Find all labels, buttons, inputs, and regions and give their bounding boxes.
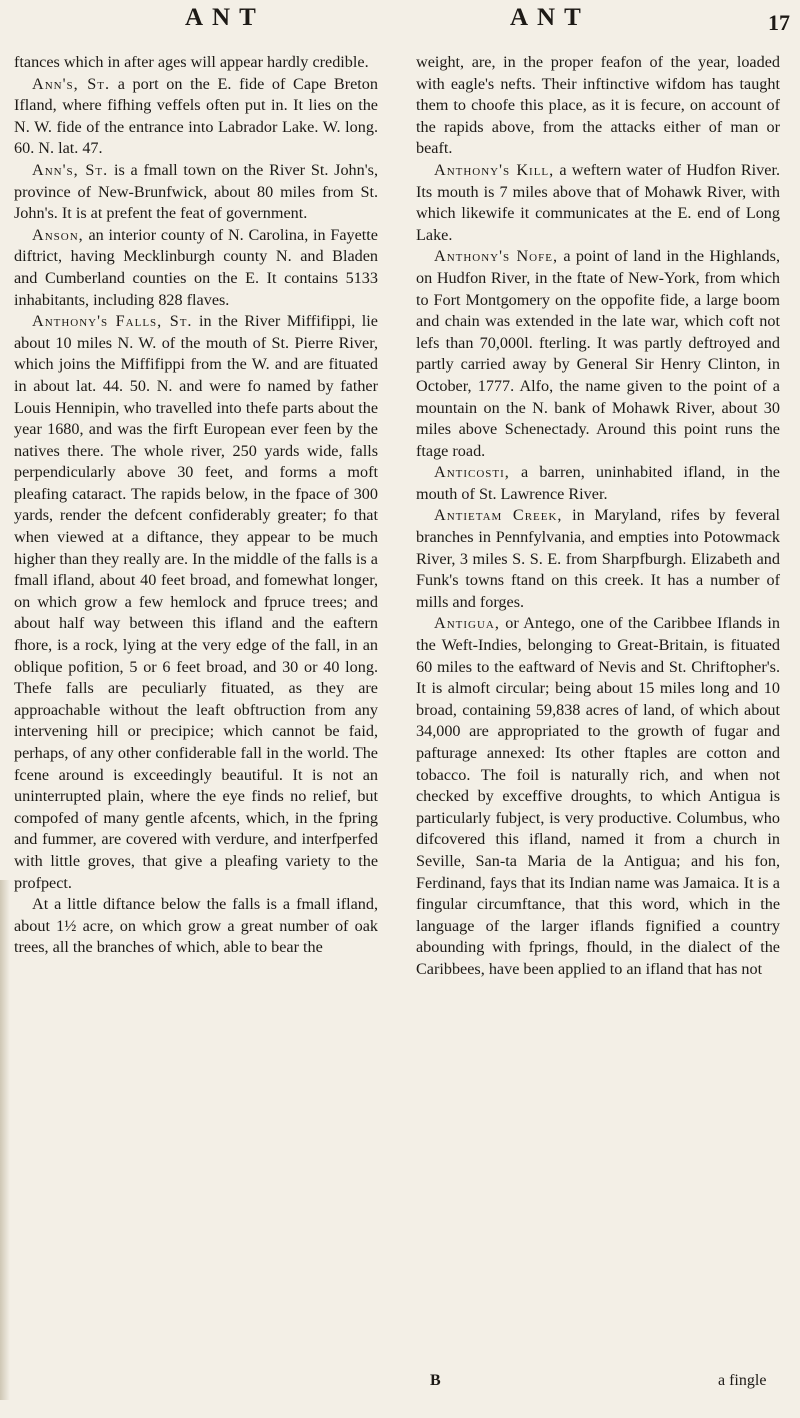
page-edge-shadow <box>0 880 10 1400</box>
entry <box>14 160 378 225</box>
headword: Ann's, St. <box>32 74 111 93</box>
entry <box>416 160 780 246</box>
headword: Anson, <box>32 225 84 244</box>
page-number: 17 <box>768 10 790 35</box>
entry-text: ftances which in after ages will appear hardly credible. <box>14 53 369 71</box>
entry-text: a port on the E. fide of Cape Breton Ifland, where fifhing veffels often put in. It lies on the N. W. fide of the entrance into Labrador Lake. W. long. 60. N. lat. 47. <box>14 74 378 158</box>
headword: Anticosti, <box>434 463 510 482</box>
entry <box>14 52 378 74</box>
left-column <box>14 52 378 959</box>
entry-text: or Antego, one of the Caribbee Iflands in the Weft-Indies, belonging to Great-Britain, is fituated 60 miles to the eaftward of Nevis and St. Chriftopher's. It is almoft circular; being about 15 miles long and 10 broad, containing 59,838 acres of land, of which about 34,000 are appropriated to the growth of fugar and pafturage annexed: Its other ftaples are cotton and tobacco. The foil is naturally rich, and when not checked by exceffive droughts, to which Antigua is particularly fubject, is very productive. Columbus, who difcovered this ifland, named it from a church in Seville, San-ta Maria de la Antigua; and his fon, Ferdinand, fays that its Indian name was Jamaica. It is a fingular circumftance, that this word, which in the language of the larger iflands fignified a country abounding with fprings, fhould, in the dialect of the Caribbees, have been applied to an ifland that has not <box>416 614 780 978</box>
entry-text: a weftern water of Hudfon River. Its mouth is 7 miles above that of Mohawk River, with which likewife it communicates at the E. end of Long Lake. <box>416 160 780 244</box>
entry <box>416 462 780 505</box>
entry-text: a point of land in the Highlands, on Hudfon River, in the ftate of New-York, from which to Fort Montgomery on the oppofite fide, a large boom and chain was extended in the late war, which coft not lefs than 70,000l. fterling. It was partly deftroyed and partly carried away by General Sir Henry Clinton, in October, 1777. Alfo, the name given to the point of a mountain on the N. bank of Mohawk River, about 30 miles above Schenectady. Around this point runs the ftage road. <box>416 247 780 460</box>
headword: Anthony's Falls, St. <box>32 312 193 331</box>
running-head-right: ANT <box>510 4 590 31</box>
entry-text: in the River Miffifippi, lie about 10 miles N. W. of the mouth of St. Pierre River, which joins the Miffifippi from the W. and are fituated in about lat. 44. 50. N. and were fo named by father Louis Hennipin, who travelled into thefe parts about the year 1680, and was the firft European ever feen by the natives there. The whole river, 250 yards wide, falls perpendicularly above 30 feet, and forms a moft pleafing cataract. The rapids below, in the fpace of 300 yards, render the defcent confiderably greater; fo that when viewed at a diftance, they appear to be much higher than they really are. In the middle of the falls is a fmall ifland, about 40 feet broad, and fomewhat longer, on which grow a few hemlock and fpruce trees; and about half way between this ifland and the eaftern fhore, is a rock, lying at the very edge of the fall, in an oblique pofition, 5 or 6 feet broad, and 30 or 40 long. Thefe falls are peculiarly fituated, as they are approachable without the leaft obftruction from any intervening hill or precipice; which cannot be faid, perhaps, of any other confiderable fall in the world. The fcene around is exceedingly beautiful. It is not an uninterrupted plain, where the eye finds no relief, but compofed of many gentle afcents, which, in the fpring and fummer, are covered with verdure, and interfperfed with little groves, that give a pleafing variety to the profpect. <box>14 312 378 892</box>
catchword: a fingle <box>718 1372 767 1389</box>
headword: Ann's, St. <box>32 160 109 179</box>
headword: Anthony's Kill, <box>434 160 555 179</box>
running-head-left: ANT <box>185 4 265 31</box>
entry-text: a barren, uninhabited ifland, in the mouth of St. Lawrence River. <box>416 463 780 503</box>
entry-text: in Maryland, rifes by feveral branches in Pennfylvania, and empties into Potowmack River, 3 miles S. S. E. from Sharpfburgh. Elizabeth and Funk's towns ftand on this creek. It has a number of mills and forges. <box>416 506 780 611</box>
entry <box>416 613 780 980</box>
entry-text: At a little diftance below the falls is a fmall ifland, about 1½ acre, on which grow a great number of oak trees, all the branches of which, able to bear the <box>14 895 378 957</box>
entry-text: is a fmall town on the River St. John's, province of New-Brunfwick, about 80 miles from St. John's. It is at prefent the feat of government. <box>14 160 378 223</box>
entry-text: weight, are, in the proper feafon of the year, loaded with eagle's nefts. Their inftinctive wifdom has taught them to choofe this place, as it is fecure, on account of the rapids above, from the attacks either of man or beaft. <box>416 53 780 158</box>
entry <box>416 505 780 613</box>
right-column <box>416 52 780 981</box>
entry <box>416 52 780 160</box>
entry-text: an interior county of N. Carolina, in Fayette diftrict, having Mecklinburgh county N. and Bladen and Cumberland counties on the E. It contains 5133 inhabitants, including 828 flaves. <box>14 225 378 309</box>
entry <box>14 225 378 311</box>
headword: Anthony's Nofe, <box>434 247 558 266</box>
entry <box>14 311 378 894</box>
headword: Antietam Creek, <box>434 506 563 525</box>
entry <box>416 246 780 462</box>
signature-mark: B <box>430 1372 441 1389</box>
headword: Antigua, <box>434 614 500 633</box>
entry <box>14 894 378 959</box>
entry <box>14 74 378 160</box>
